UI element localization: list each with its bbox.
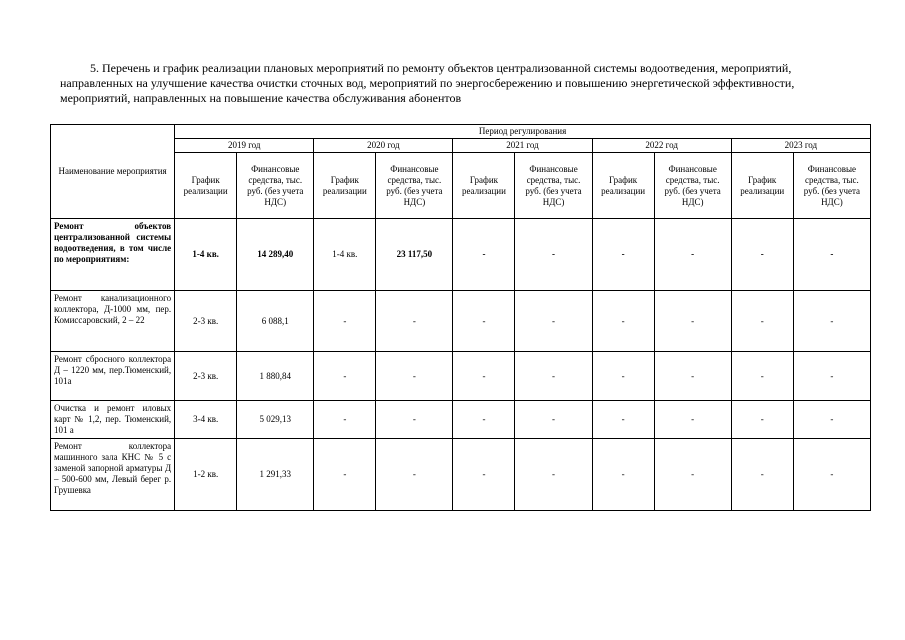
cell-finance-2020: - [376,291,453,352]
cell-schedule-2019: 2-3 кв. [175,291,237,352]
cell-finance-2020: - [376,401,453,439]
header-schedule: График реализации [314,153,376,219]
cell-finance-2022: - [654,219,731,291]
cell-finance-2023: - [793,439,870,511]
header-schedule: График реализации [453,153,515,219]
cell-schedule-2021: - [453,219,515,291]
cell-schedule-2020: - [314,291,376,352]
row-activity-name: Ремонт коллектора машинного зала КНС № 5 с заменой запорной арматуры Д – 500-600 мм, Левый берег р. Грушевка [51,439,175,511]
cell-schedule-2022: - [592,401,654,439]
cell-finance-2019: 1 880,84 [237,352,314,401]
cell-schedule-2019: 1-2 кв. [175,439,237,511]
header-finance: Финансовые средства, тыс. руб. (без учета НДС) [515,153,592,219]
cell-finance-2023: - [793,401,870,439]
table-row [51,219,871,291]
cell-finance-2020: 23 117,50 [376,219,453,291]
header-schedule: График реализации [175,153,237,219]
header-schedule: График реализации [592,153,654,219]
cell-finance-2019: 14 289,40 [237,219,314,291]
table-row [51,439,871,511]
cell-finance-2021: - [515,291,592,352]
activities-table [50,124,871,511]
cell-finance-2020: - [376,439,453,511]
cell-schedule-2022: - [592,219,654,291]
cell-schedule-2021: - [453,352,515,401]
cell-finance-2019: 5 029,13 [237,401,314,439]
row-activity-name: Ремонт сбросного коллектора Д – 1220 мм, пер.Тюменский, 101а [51,352,175,401]
cell-finance-2021: - [515,352,592,401]
cell-finance-2022: - [654,291,731,352]
cell-schedule-2019: 2-3 кв. [175,352,237,401]
cell-schedule-2021: - [453,439,515,511]
heading-line-1: 5. Перечень и график реализации плановых мероприятий по ремонту объектов централизованной системы водоотведения, мероприятий, [90,61,792,75]
cell-finance-2021: - [515,401,592,439]
header-year-2023: 2023 год [731,139,870,153]
section-heading [60,61,860,106]
header-year-2022: 2022 год [592,139,731,153]
cell-finance-2023: - [793,291,870,352]
table-row [51,401,871,439]
header-finance: Финансовые средства, тыс. руб. (без учета НДС) [237,153,314,219]
cell-schedule-2022: - [592,291,654,352]
header-finance: Финансовые средства, тыс. руб. (без учета НДС) [793,153,870,219]
cell-schedule-2021: - [453,291,515,352]
row-activity-name: Ремонт канализационного коллектора, Д-1000 мм, пер. Комиссаровский, 2 – 22 [51,291,175,352]
header-year-2021: 2021 год [453,139,592,153]
cell-schedule-2023: - [731,401,793,439]
cell-schedule-2020: - [314,439,376,511]
cell-schedule-2023: - [731,352,793,401]
header-year-2020: 2020 год [314,139,453,153]
cell-schedule-2022: - [592,439,654,511]
cell-finance-2023: - [793,219,870,291]
table-row [51,352,871,401]
cell-schedule-2023: - [731,219,793,291]
cell-finance-2020: - [376,352,453,401]
cell-schedule-2020: - [314,401,376,439]
header-year-2019: 2019 год [175,139,314,153]
heading-line-2: направленных на улучшение качества очистки сточных вод, мероприятий по энергосбережению и повышению энергетической эффективности, [60,76,795,90]
cell-schedule-2019: 1-4 кв. [175,219,237,291]
cell-finance-2021: - [515,439,592,511]
cell-schedule-2021: - [453,401,515,439]
header-schedule: График реализации [731,153,793,219]
table-row [51,291,871,352]
header-activity-name: Наименование мероприятия [51,125,175,219]
cell-schedule-2023: - [731,291,793,352]
cell-finance-2022: - [654,439,731,511]
cell-finance-2022: - [654,401,731,439]
header-finance: Финансовые средства, тыс. руб. (без учета НДС) [376,153,453,219]
cell-finance-2019: 6 088,1 [237,291,314,352]
cell-schedule-2020: 1-4 кв. [314,219,376,291]
header-finance: Финансовые средства, тыс. руб. (без учета НДС) [654,153,731,219]
row-activity-name: Ремонт объектов централизованной системы водоотведения, в том числе по мероприятиям: [51,219,175,291]
header-period: Период регулирования [175,125,871,139]
cell-finance-2023: - [793,352,870,401]
cell-finance-2021: - [515,219,592,291]
cell-finance-2019: 1 291,33 [237,439,314,511]
cell-schedule-2019: 3-4 кв. [175,401,237,439]
cell-schedule-2020: - [314,352,376,401]
heading-line-3: мероприятий, направленных на повышение качества обслуживания абонентов [60,91,462,105]
cell-schedule-2023: - [731,439,793,511]
row-activity-name: Очистка и ремонт иловых карт № 1,2, пер. Тюменский, 101 а [51,401,175,439]
cell-finance-2022: - [654,352,731,401]
cell-schedule-2022: - [592,352,654,401]
